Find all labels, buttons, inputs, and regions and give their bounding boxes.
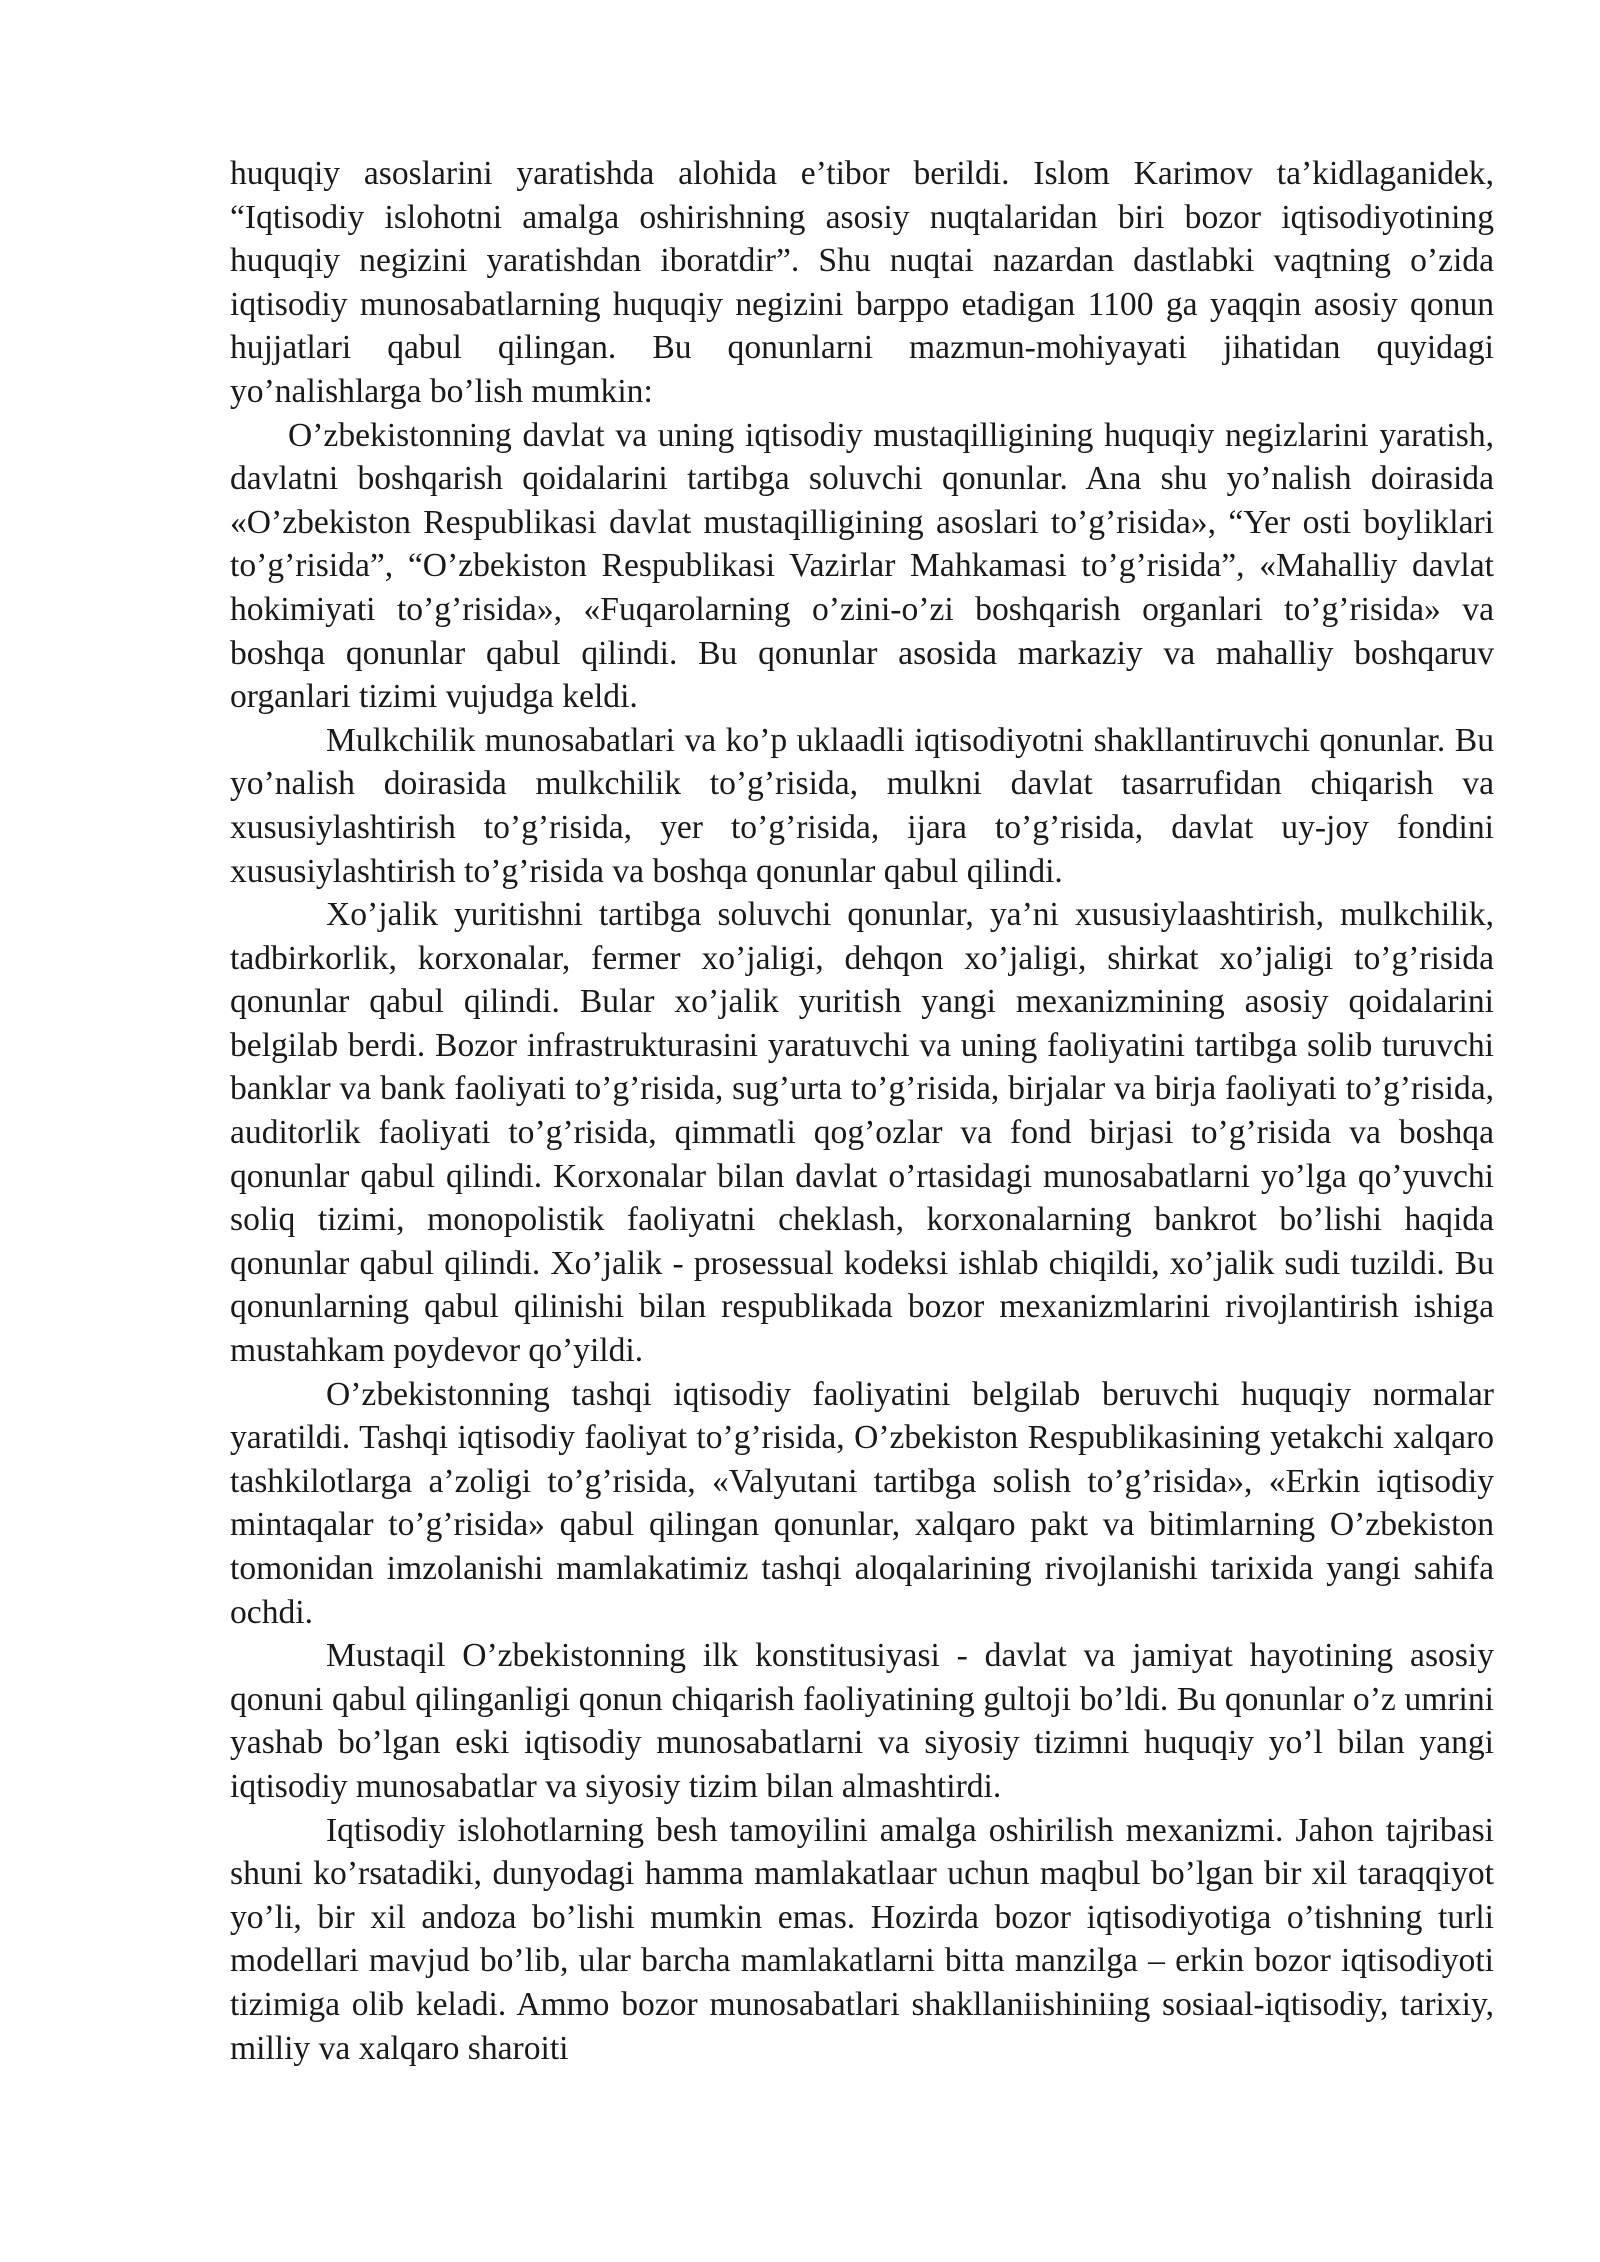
- paragraph-1: huquqiy asoslarini yaratishda alohida e’tibor berildi. Islom Karimov ta’kidlaganidek, “Iqtisodiy islohotni amalga oshirishning asosiy nuqtalaridan biri bozor iqtisodiyotining huquqiy negizini yaratishdan iboratdir”. Shu nuqtai nazardan dastlabki vaqtning o’zida iqtisodiy munosabatlarning huquqiy negizini barppo etadigan 1100 ga yaqqin asosiy qonun hujjatlari qabul qilingan. Bu qonunlarni mazmun-mohiyayati jihatidan quyidagi yo’nalishlarga bo’lish mumkin:: [230, 155, 1494, 410]
- paragraph-4: Xo’jalik yuritishni tartibga soluvchi qonunlar, ya’ni xususiylaashtirish, mulkchilik, tadbirkorlik, korxonalar, fermer xo’jaligi, dehqon xo’jaligi, shirkat xo’jaligi to’g’risida qonunlar qabul qilindi. Bular xo’jalik yuritish yangi mexanizmining asosiy qoidalarini belgilab berdi. Bozor infrastrukturasini yaratuvchi va uning faoliyatini tartibga solib turuvchi banklar va bank faoliyati to’g’risida, sug’urta to’g’risida, birjalar va birja faoliyati to’g’risida, auditorlik faoliyati to’g’risida, qimmatli qog’ozlar va fond birjasi to’g’risida va boshqa qonunlar qabul qilindi. Korxonalar bilan davlat o’rtasidagi munosabatlarni yo’lga qo’yuvchi soliq tizimi, monopolistik faoliyatni cheklash, korxonalarning bankrot bo’lishi haqida qonunlar qabul qilindi. Xo’jalik - prosessual kodeksi ishlab chiqildi, xo’jalik sudi tuzildi. Bu qonunlarning qabul qilinishi bilan respublikada bozor mexanizmlarini rivojlantirish ishiga mustahkam poydevor qo’yildi.: [230, 896, 1494, 1370]
- paragraph-2: O’zbekistonning davlat va uning iqtisodiy mustaqilligining huquqiy negizlarini yaratish, davlatni boshqarish qoidalarini tartibga soluvchi qonunlar. Ana shu yo’nalish doirasida «O’zbekiston Respublikasi davlat mustaqilligining asoslari to’g’risida», “Yer osti boyliklari to’g’risida”, “O’zbekiston Respublikasi Vazirlar Mahkamasi to’g’risida”, «Mahalliy davlat hokimiyati to’g’risida», «Fuqarolarning o’zini-o’zi boshqarish organlari to’g’risida» va boshqa qonunlar qabul qilindi. Bu qonunlar asosida markaziy va mahalliy boshqaruv organlari tizimi vujudga keldi.: [230, 416, 1494, 716]
- body-text: [230, 152, 1494, 2070]
- paragraph-5: O’zbekistonning tashqi iqtisodiy faoliyatini belgilab beruvchi huquqiy normalar yaratildi. Tashqi iqtisodiy faoliyat to’g’risida, O’zbekiston Respublikasining yetakchi xalqaro tashkilotlarga a’zoligi to’g’risida, «Valyutani tartibga solish to’g’risida», «Erkin iqtisodiy mintaqalar to’g’risida» qabul qilingan qonunlar, xalqaro pakt va bitimlarning O’zbekiston tomonidan imzolanishi mamlakatimiz tashqi aloqalarining rivojlanishi tarixida yangi sahifa ochdi.: [230, 1375, 1494, 1631]
- paragraph-7: Iqtisodiy islohotlarning besh tamoyilini amalga oshirilish mexanizmi. Jahon tajribasi shuni ko’rsatadiki, dunyodagi hamma mamlakatlaar uchun maqbul bo’lgan bir xil taraqqiyot yo’li, bir xil andoza bo’lishi mumkin emas. Hozirda bozor iqtisodiyotiga o’tishning turli modellari mavjud bo’lib, ular barcha mamlakatlarni bitta manzilga – erkin bozor iqtisodiyoti tizimiga olib keladi. Ammo bozor munosabatlari shakllaniishiniing sosiaal-iqtisodiy, tarixiy, milliy va xalqaro sharoiti: [230, 1811, 1494, 2067]
- paragraph-6: Mustaqil O’zbekistonning ilk konstitusiyasi - davlat va jamiyat hayotining asosiy qonuni qabul qilinganligi qonun chiqarish faoliyatining gultoji bo’ldi. Bu qonunlar o’z umrini yashab bo’lgan eski iqtisodiy munosabatlarni va siyosiy tizimni huquqiy yo’l bilan yangi iqtisodiy munosabatlar va siyosiy tizim bilan almashtirdi.: [230, 1637, 1494, 1805]
- paragraph-3: Mulkchilik munosabatlari va ko’p uklaadli iqtisodiyotni shakllantiruvchi qonunlar. Bu yo’nalish doirasida mulkchilik to’g’risida, mulkni davlat tasarrufidan chiqarish va xususiylashtirish to’g’risida, yer to’g’risida, ijara to’g’risida, davlat uy-joy fondini xususiylashtirish to’g’risida va boshqa qonunlar qabul qilindi.: [230, 721, 1494, 890]
